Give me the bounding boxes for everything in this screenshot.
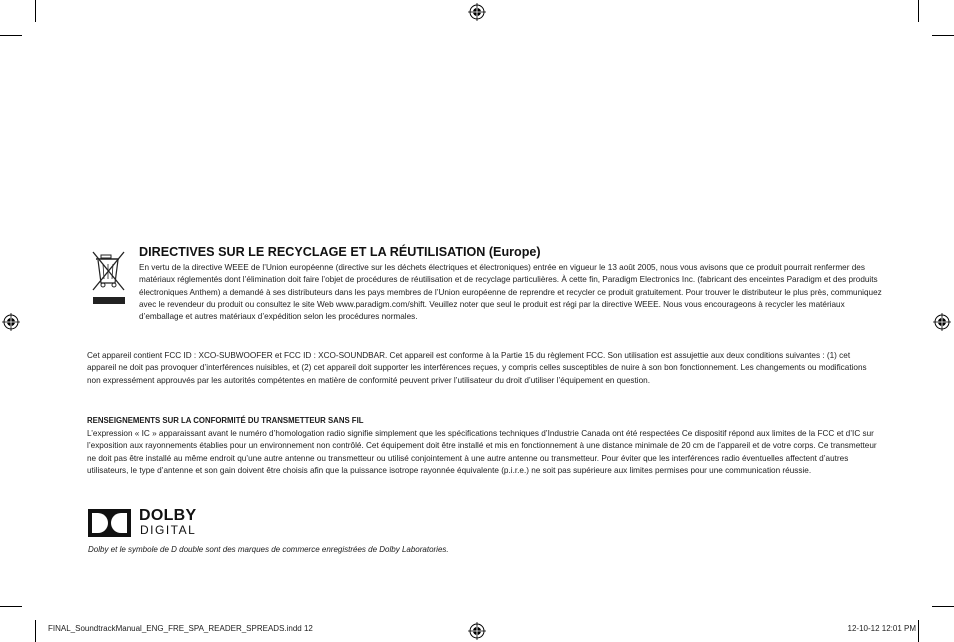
registration-mark-icon: [468, 622, 486, 640]
crop-mark: [35, 0, 36, 22]
ic-section-body: L’expression « IC » apparaissant avant le numéro d’homologation radio signifie simplement que les spécifications techniques d’Industrie Canada ont été respectées Ce dispositif répond aux limites de la FCC et d’IC sur l’exposition aux rayonnements établies pour un environnement non contrôlé. Cet équipement doit être installé et mis en fonctionnement à une distance minimale de 20 cm de l’appareil et de votre corps. Ce transmetteur ne doit pas être installé au même endroit qu’une autre antenne ou transmetteur ou utilisé conjointement à une autre antenne ou transmetteur. Pour éviter que les interférences radio éventuelles affectent d’autres utilisateurs, le type d’antenne et son gain doivent être choisis afin que la puissance isotrope rayonnée équivalente (p.i.r.e.) ne soit pas supérieure aux limites permises pour une communication réussie.: [87, 429, 877, 475]
dolby-logo-sub: DIGITAL: [140, 523, 197, 537]
dolby-logo-word: DOLBY: [139, 507, 197, 524]
crossed-out-wheelie-bin-icon: [90, 250, 128, 306]
crop-mark: [932, 35, 954, 36]
weee-section-body: En vertu de la directive WEEE de l’Union européenne (directive sur les déchets électriques et électroniques) entrée en vigueur le 13 août 2005, nous vous avisons que ce produit pourrait renfermer des matériaux réglementés dont l’élimination doit faire l’objet de procédures de réutilisation et de recyclage particulières. À cette fin, Paradigm Electronics Inc. (fabricant des enceintes Paradigm et des produits électroniques Anthem) a demandé à ses distributeurs dans les pays membres de l’Union européenne de reprendre et recycler ce produit gratuitement. Pour trouver le distributeur le plus près, communiquez avec le revendeur du produit ou consultez le site Web www.paradigm.com/shift. Veuillez noter que seul le produit est régi par la directive WEEE. Nous vous encourageons à recycler les matériaux d’emballage et autres matériaux d’expédition selon les procédures normales.: [139, 263, 882, 322]
slug-timestamp: 12-10-12 12:01 PM: [847, 624, 916, 633]
weee-section-title: DIRECTIVES SUR LE RECYCLAGE ET LA RÉUTILISATION (Europe): [139, 245, 541, 259]
double-d-icon: [88, 509, 131, 537]
crop-mark: [918, 0, 919, 22]
registration-mark-icon: [933, 313, 951, 331]
registration-mark-icon: [2, 313, 20, 331]
ic-section-title: RENSEIGNEMENTS SUR LA CONFORMITÉ DU TRANSMETTEUR SANS FIL: [87, 416, 364, 425]
crop-mark: [35, 620, 36, 642]
dolby-trademark-note: Dolby et le symbole de D double sont des marques de commerce enregistrées de Dolby Laboratories.: [88, 545, 449, 554]
crop-mark: [0, 35, 22, 36]
dolby-digital-logo: [88, 508, 202, 538]
fcc-compliance-body: Cet appareil contient FCC ID : XCO-SUBWOOFER et FCC ID : XCO-SOUNDBAR. Cet appareil est conforme à la Partie 15 du règlement FCC. Son utilisation est assujettie aux deux conditions suivantes : (1) cet appareil ne doit pas provoquer d’interférences nuisibles, et (2) cet appareil doit supporter les interférences reçues, y compris celles susceptibles de nuire à son bon fonctionnement. Les changements ou modifications non expressément approuvés par les autorités compétentes en matière de conformité peuvent priver l’utilisateur du droit d’utiliser l’équipement en question.: [87, 351, 867, 385]
slug-filename: FINAL_SoundtrackManual_ENG_FRE_SPA_READER_SPREADS.indd 12: [48, 624, 313, 633]
crop-mark: [932, 606, 954, 607]
crop-mark: [918, 620, 919, 642]
crop-mark: [0, 606, 22, 607]
registration-mark-icon: [468, 3, 486, 21]
